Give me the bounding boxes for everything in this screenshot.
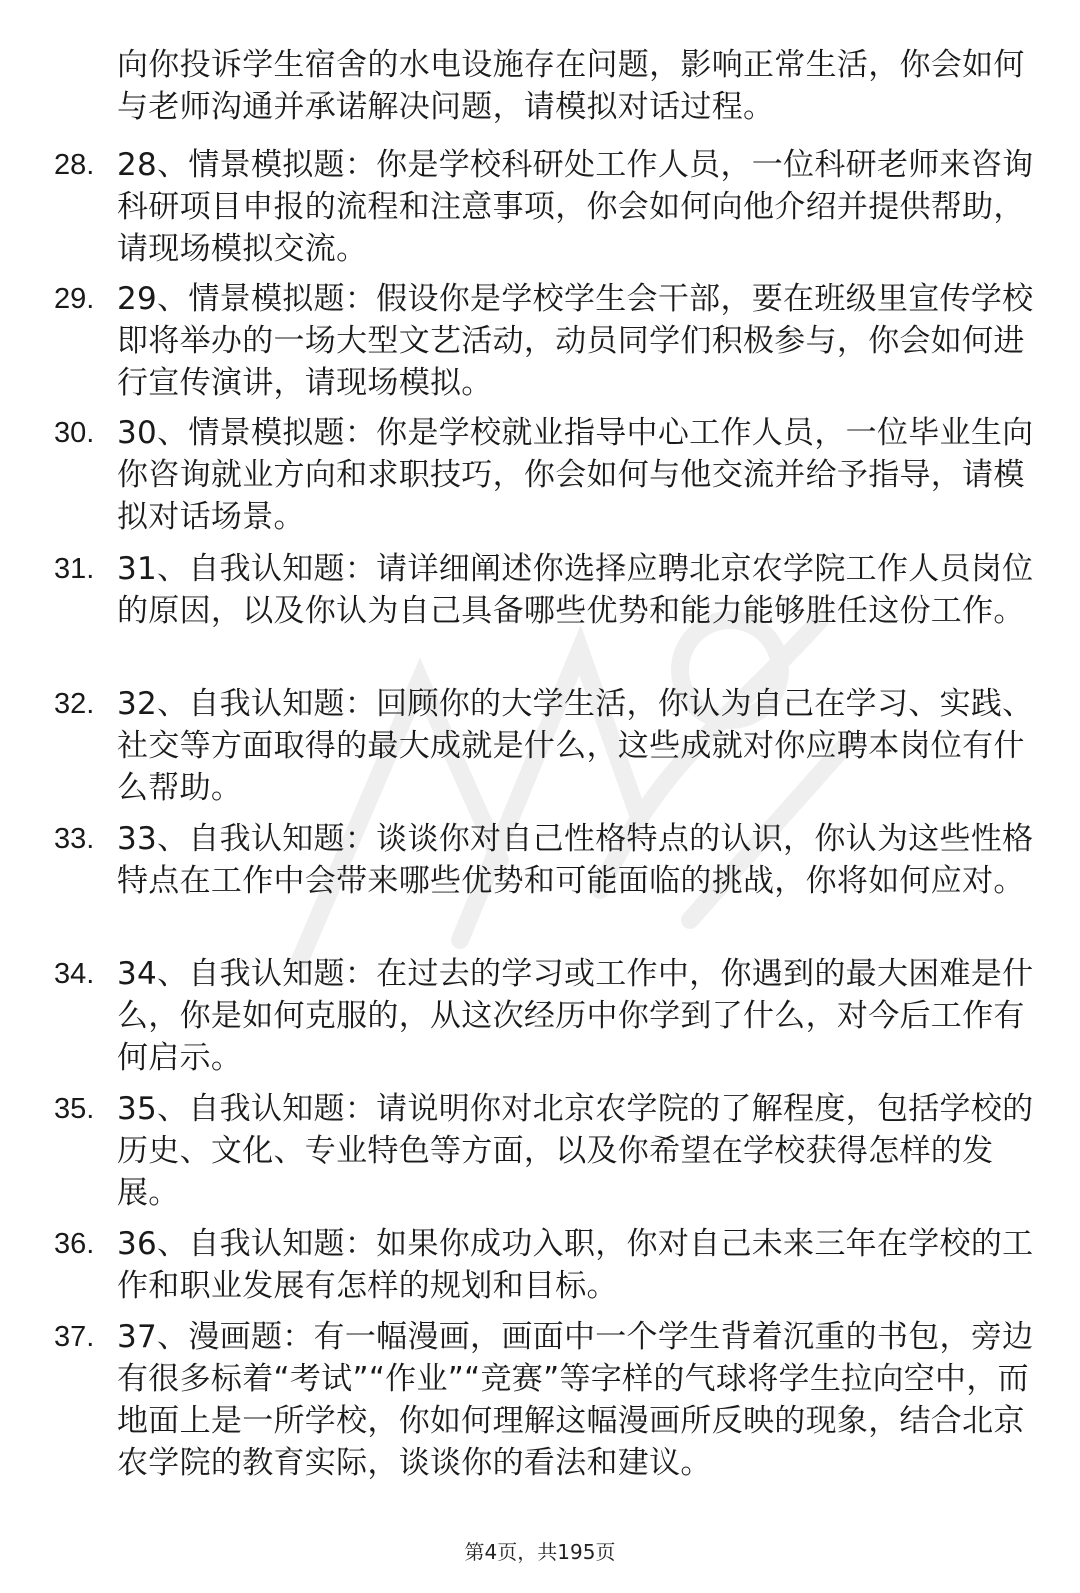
list-item-text: 37、漫画题：有一幅漫画，画面中一个学生背着沉重的书包，旁边有很多标着“考试”“作业”“竞赛”等字样的气球将学生拉向空中，而地面上是一所学校，你如何理解这幅漫画所反映的现象，结合北京农学院的教育实际，谈谈你的看法和建议。 xyxy=(117,1319,1034,1481)
list-item-number: 34. xyxy=(54,958,95,990)
continuation-paragraph: 向你投诉学生宿舍的水电设施存在问题，影响正常生活，你会如何与老师沟通并承诺解决问题，请模拟对话过程。 xyxy=(117,47,1025,125)
list-item-text: 34、自我认知题：在过去的学习或工作中，你遇到的最大困难是什么，你是如何克服的，从这次经历中你学到了什么，对今后工作有何启示。 xyxy=(117,956,1034,1076)
page-number-footer: 第4页，共195页 xyxy=(464,1540,616,1564)
list-item-text: 29、情景模拟题：假设你是学校学生会干部，要在班级里宣传学校即将举办的一场大型文艺活动，动员同学们积极参与，你会如何进行宣传演讲，请现场模拟。 xyxy=(117,281,1034,401)
list-item-text: 32、自我认知题：回顾你的大学生活，你认为自己在学习、实践、社交等方面取得的最大成就是什么，这些成就对你应聘本岗位有什么帮助。 xyxy=(117,686,1034,806)
list-item-number: 32. xyxy=(54,688,95,720)
list-item-text: 30、情景模拟题：你是学校就业指导中心工作人员，一位毕业生向你咨询就业方向和求职技巧，你会如何与他交流并给予指导，请模拟对话场景。 xyxy=(117,415,1034,535)
list-item-number: 31. xyxy=(54,553,95,585)
list-item-text: 33、自我认知题：谈谈你对自己性格特点的认识，你认为这些性格特点在工作中会带来哪些优势和可能面临的挑战，你将如何应对。 xyxy=(117,821,1034,899)
list-item-number: 33. xyxy=(54,823,95,855)
list-item-number: 29. xyxy=(54,283,95,315)
list-item-number: 36. xyxy=(54,1228,95,1260)
list-item-number: 28. xyxy=(54,149,95,181)
list-item-number: 35. xyxy=(54,1093,95,1125)
list-item-number: 37. xyxy=(54,1321,95,1353)
list-item-text: 31、自我认知题：请详细阐述你选择应聘北京农学院工作人员岗位的原因，以及你认为自己具备哪些优势和能力能够胜任这份工作。 xyxy=(117,551,1034,629)
list-item-text: 36、自我认知题：如果你成功入职，你对自己未来三年在学校的工作和职业发展有怎样的规划和目标。 xyxy=(117,1226,1034,1304)
list-item-text: 35、自我认知题：请说明你对北京农学院的了解程度，包括学校的历史、文化、专业特色等方面，以及你希望在学校获得怎样的发展。 xyxy=(117,1091,1034,1211)
list-item-number: 30. xyxy=(54,417,95,449)
list-item-text: 28、情景模拟题：你是学校科研处工作人员，一位科研老师来咨询科研项目申报的流程和注意事项，你会如何向他介绍并提供帮助，请现场模拟交流。 xyxy=(117,147,1034,267)
